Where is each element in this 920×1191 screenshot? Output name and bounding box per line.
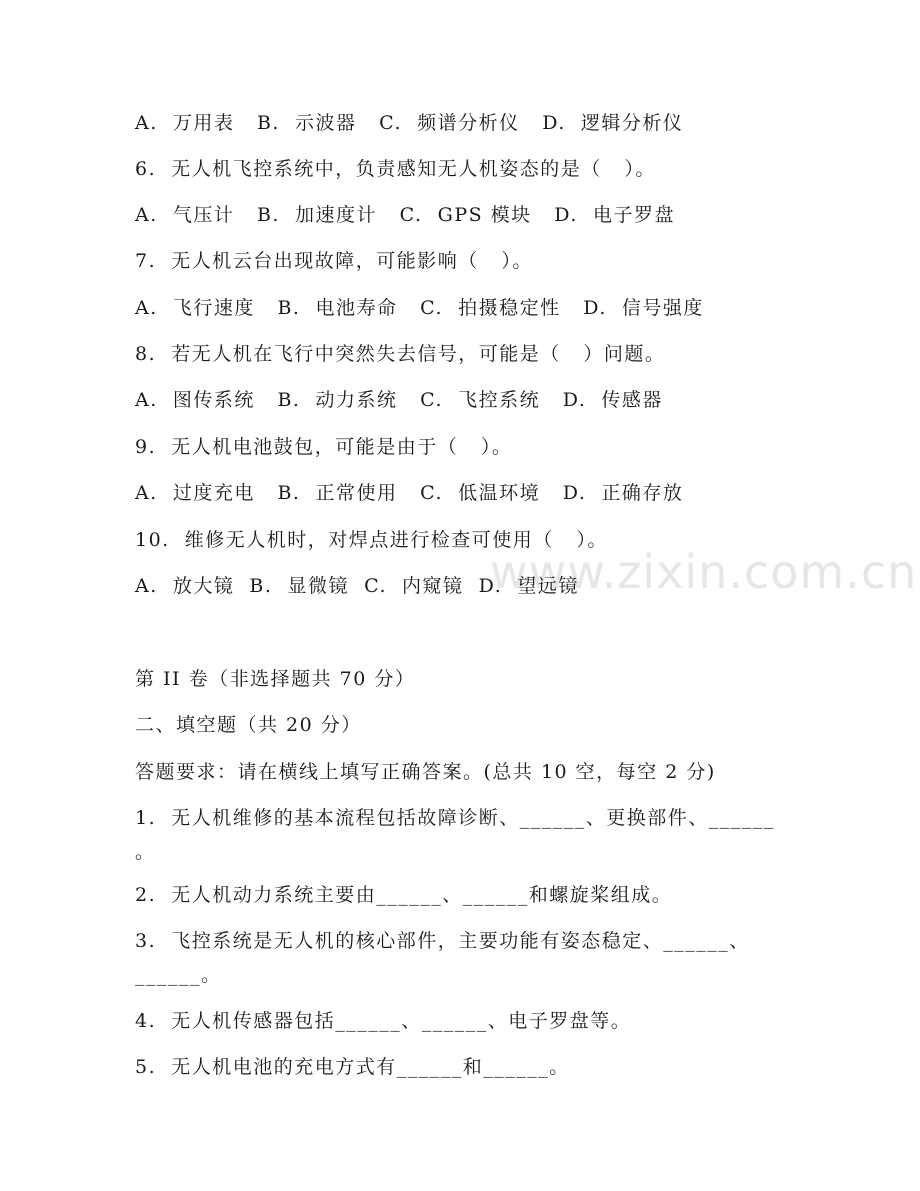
- question-8: 8. 若无人机在飞行中突然失去信号，可能是（ ）问题。: [135, 343, 666, 365]
- question-8-options: A. 图传系统 B. 动力系统 C. 飞控系统 D. 传感器: [135, 389, 663, 411]
- fill-question-2: 2. 无人机动力系统主要由______、______和螺旋桨组成。: [135, 884, 673, 906]
- watermark: www.zixin.com.cn: [490, 545, 918, 599]
- fill-question-1-line1: 1. 无人机维修的基本流程包括故障诊断、______、更换部件、______: [135, 807, 775, 829]
- fill-question-3-line1: 3. 飞控系统是无人机的核心部件，主要功能有姿态稳定、______、: [135, 930, 750, 952]
- fill-question-1-line2: 。: [135, 841, 156, 863]
- question-5-options: A. 万用表 B. 示波器 C. 频谱分析仪 D. 逻辑分析仪: [135, 112, 684, 134]
- question-9-options: A. 过度充电 B. 正常使用 C. 低温环境 D. 正确存放: [135, 482, 684, 504]
- question-6: 6. 无人机飞控系统中，负责感知无人机姿态的是（ ）。: [135, 158, 656, 180]
- volume-title: 第 II 卷（非选择题共 70 分）: [135, 668, 416, 690]
- question-7-options: A. 飞行速度 B. 电池寿命 C. 拍摄稳定性 D. 信号强度: [135, 297, 704, 319]
- question-6-options: A. 气压计 B. 加速度计 C. GPS 模块 D. 电子罗盘: [135, 204, 675, 226]
- answer-instructions: 答题要求：请在横线上填写正确答案。(总共 10 空，每空 2 分): [135, 761, 716, 783]
- question-9: 9. 无人机电池鼓包，可能是由于（ ）。: [135, 436, 513, 458]
- part-title: 二、填空题（共 20 分）: [135, 714, 362, 736]
- question-10: 10. 维修无人机时，对焊点进行检查可使用（ ）。: [135, 529, 608, 551]
- fill-question-3-line2: ______。: [135, 964, 222, 986]
- fill-question-5: 5. 无人机电池的充电方式有______和______。: [135, 1056, 570, 1078]
- question-7: 7. 无人机云台出现故障，可能影响（ ）。: [135, 250, 533, 272]
- fill-question-4: 4. 无人机传感器包括______、______、电子罗盘等。: [135, 1010, 632, 1032]
- question-10-options: A. 放大镜 B. 显微镜 C. 内窥镜 D. 望远镜: [135, 575, 579, 597]
